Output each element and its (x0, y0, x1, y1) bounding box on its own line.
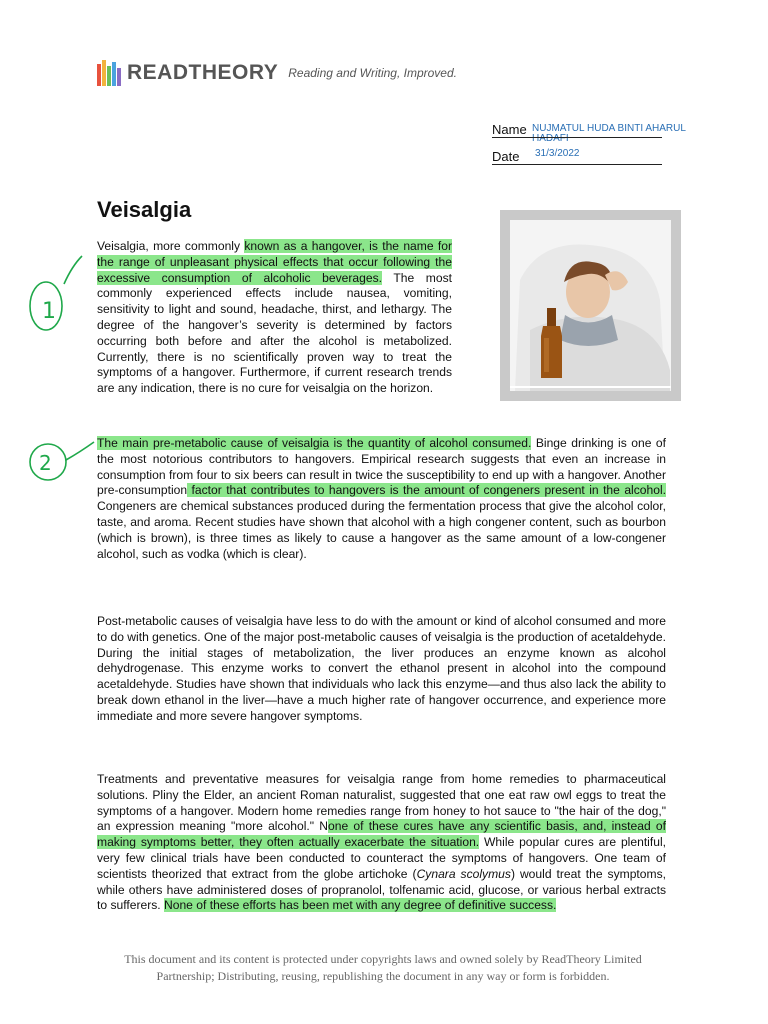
paragraph-3: Post-metabolic causes of veisalgia have less to do with the amount or kind of alcohol consumed and more to do with genetics. One of the major post-metabolic causes of veisalgia is the production of acetaldehyde. During the initial stages of metabolization, the liver produces an enzyme known as alcohol dehydrogenase. This enzyme works to convert the ethanol present in alcohol into the compound acetaldehyde. Studies have shown that individuals who lack this enzyme—and thus also lack the ability to break down ethanol in the liver—have a much higher rate of hangover occurrence, and experience more immediate and more severe hangover symptoms. (97, 614, 666, 723)
hangover-photo (500, 210, 681, 401)
svg-text:1: 1 (42, 299, 56, 324)
copyright-footer: This document and its content is protected under copyrights laws and owned solely by ReadTheory Limited Partnership; Distributing, reusing, republishing the document in any way or form is forbidden. (124, 952, 642, 983)
annotation-mark-2 (28, 434, 108, 494)
paragraph-2: The main pre-metabolic cause of veisalgia is the quantity of alcohol consumed. Binge drinking is one of the most notorious contributors to hangovers. Empirical research suggests that even an increase in consumption from four to six beers can result in twice the susceptibility to end up with a hangover. Another pre-consumption factor that contributes to hangovers is the amount of congeners present in the alcohol. Congeners are chemical substances produced during the fermentation process that give the alcohol color, taste, and aroma. Recent studies have shown that alcohol with a high congener content, such as bourbon (which is brown), is three times as likely to cause a hangover as the same amount of a low-congener alcohol, such as vodka (which is clear). (97, 436, 666, 561)
name-value: NUJMATUL HUDA BINTI AHARUL HADAFI (532, 123, 686, 144)
name-label: Name (492, 122, 527, 137)
brand-tagline: Reading and Writing, Improved. (288, 66, 457, 80)
date-value: 31/3/2022 (535, 148, 580, 159)
highlight: The main pre-metabolic cause of veisalgia is the quantity of alcohol consumed. (97, 436, 532, 450)
readtheory-logo (97, 58, 457, 88)
highlight: known as a hangover, is the name for the range of unpleasant physical effects that occur following the excessive consumption of alcoholic beverages. (97, 239, 452, 285)
highlight: None of these efforts has been met with any degree of definitive success. (164, 898, 557, 913)
svg-text:2: 2 (39, 451, 52, 475)
brand-name: READTHEORY (127, 61, 279, 84)
annotation-mark-1 (24, 248, 104, 338)
date-field[interactable] (492, 148, 580, 164)
article-title: Veisalgia (97, 197, 192, 222)
logo-books-icon (97, 60, 121, 86)
paragraph-1: Veisalgia, more commonly known as a hangover, is the name for the range of unpleasant physical effects that occur following the excessive consumption of alcoholic beverages. The most commonly experienced effects include nausea, vomiting, sensitivity to light and sound, headache, thirst, and lethargy. The degree of the hangover’s severity is determined by factors occurring both before and after the alcohol is metabolized. Currently, there is no scientifically proven way to treat the symptoms of a hangover. Furthermore, if current research trends are any indication, there is no cure for veisalgia on the horizon. (97, 239, 452, 396)
date-label: Date (492, 149, 520, 164)
paragraph-4: Treatments and preventative measures for veisalgia range from home remedies to pharmaceutical solutions. Pliny the Elder, an ancient Roman naturalist, suggested that one eat raw owl eggs to treat the symptoms of a hangover. Modern home remedies range from honey to hot sauce to "the hair of the dog," an expression meaning "more alcohol." None of these cures have any scientific basis, and, instead of making symptoms better, they often actually exacerbate the situation. While popular cures are plentiful, very few clinical trials have been conducted to counteract the symptoms of hangovers. One team of scientists theorized that extract from the globe artichoke (Cynara scolymus) would treat the symptoms, while others have administered doses of propranolol, tolfenamic acid, glucose, or various herbal extracts to sufferers. None of these efforts has been met with any degree of definitive success. (97, 772, 667, 913)
highlight: factor that contributes to hangovers is the amount of congeners present in the alcohol. (187, 483, 666, 498)
name-field[interactable] (492, 122, 686, 144)
hangover-illustration (510, 220, 671, 391)
highlight: one of these cures have any scientific basis, and, instead of making symptoms better, they often actually exacerbate the situation. (97, 819, 666, 850)
